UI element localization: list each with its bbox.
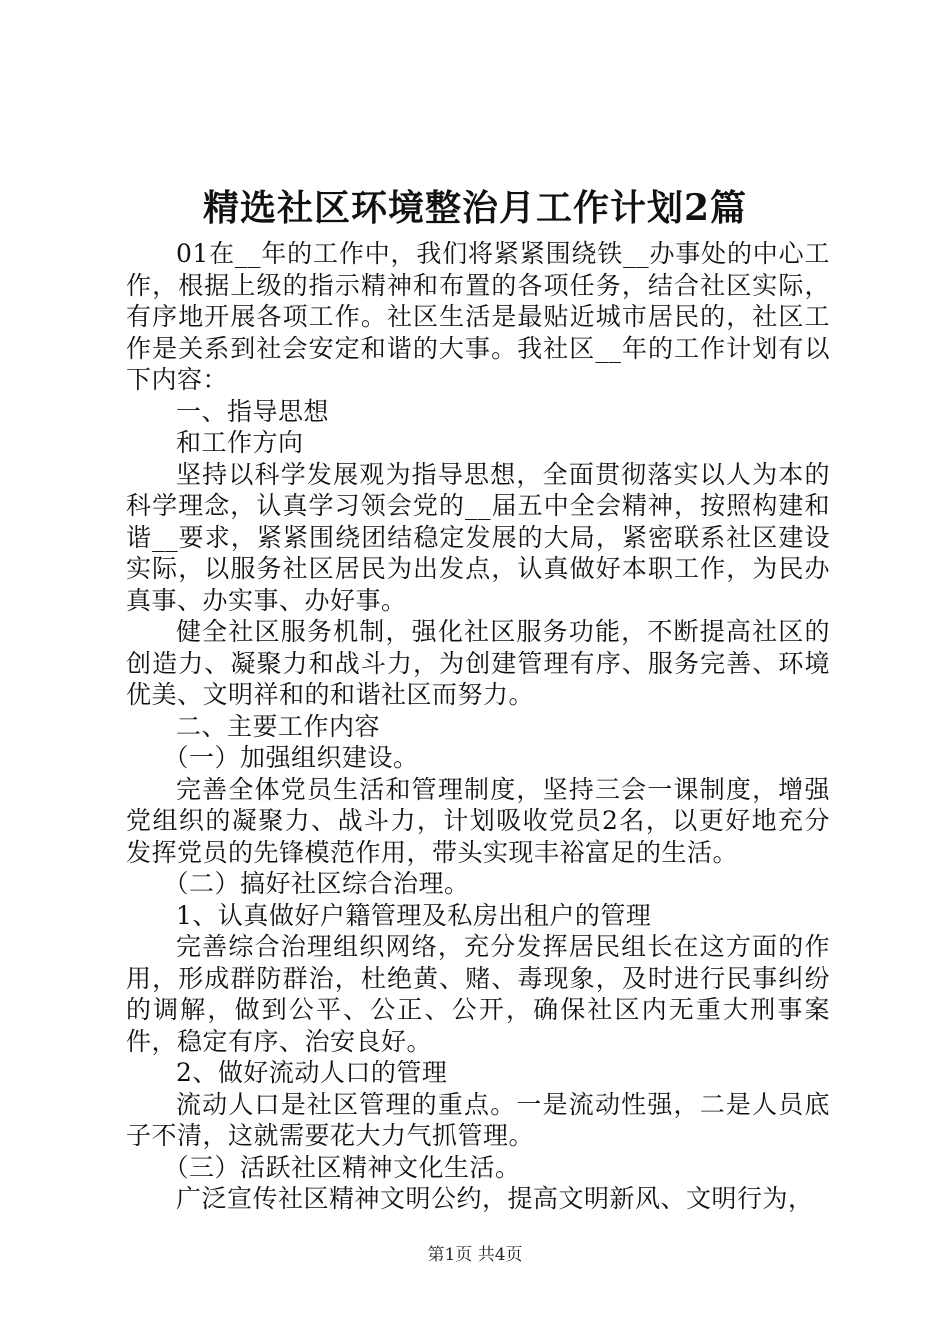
document-title: 精选社区环境整治月工作计划2篇: [202, 187, 748, 229]
paragraph-civilization-convention: 广泛宣传社区精神文明公约，提高文明新风、文明行为，: [176, 1184, 814, 1213]
paragraph-intro: 01在__年的工作中，我们将紧紧围绕铁__办事处的中心工作，根据上级的指示精神和布置的各项任务，结合社区实际，有序地开展各项工作。社区生活是最贴近城市居民的，社区工作是关系到社会安定和谐的大事。我社区__年的工作计划有以下内容：: [126, 239, 830, 394]
paragraph-governance-network: 完善综合治理组织网络，充分发挥居民组长在这方面的作用，形成群防群治，杜绝黄、赌、毒现象，及时进行民事纠纷的调解，做到公平、公正、公开，确保社区内无重大刑事案件，稳定有序、治安良好。: [126, 932, 830, 1056]
item-floating-population: 2、做好流动人口的管理: [176, 1058, 448, 1087]
page-number-footer: 第1页 共4页: [427, 1245, 523, 1265]
subheading-organization: （一）加强组织建设。: [163, 743, 419, 772]
section-heading-main-work: 二、主要工作内容: [176, 711, 381, 741]
subheading-cultural-life: （三）活跃社区精神文化生活。: [163, 1152, 521, 1182]
document-body: [126, 238, 830, 1215]
paragraph-service-mechanism: 健全社区服务机制，强化社区服务功能，不断提高社区的创造力、凝聚力和战斗力，为创建管理有序、服务完善、环境优美、文明祥和的和谐社区而努力。: [126, 617, 830, 709]
paragraph-floating-population: 流动人口是社区管理的重点。一是流动性强，二是人员底子不清，这就需要花大力气抓管理。: [126, 1089, 830, 1150]
subheading-comprehensive-governance: （二）搞好社区综合治理。: [163, 869, 470, 898]
item-household-registration: 1、认真做好户籍管理及私房出租户的管理: [176, 900, 652, 930]
paragraph-guiding-ideology: 坚持以科学发展观为指导思想，全面贯彻落实以人为本的科学理念，认真学习领会党的__届五中全会精神，按照构建和谐__要求，紧紧围绕团结稳定发展的大局，紧密联系社区建设实际，以服务社区居民为出发点，认真做好本职工作，为民办真事、办实事、办好事。: [126, 459, 830, 615]
section-heading-guiding-ideology: 一、指导思想: [176, 396, 330, 426]
paragraph-organization: 完善全体党员生活和管理制度，坚持三会一课制度，增强党组织的凝聚力、战斗力，计划吸收党员2名，以更好地充分发挥党员的先锋模范作用，带头实现丰裕富足的生活。: [126, 774, 830, 867]
section-heading-work-direction: 和工作方向: [176, 428, 304, 457]
